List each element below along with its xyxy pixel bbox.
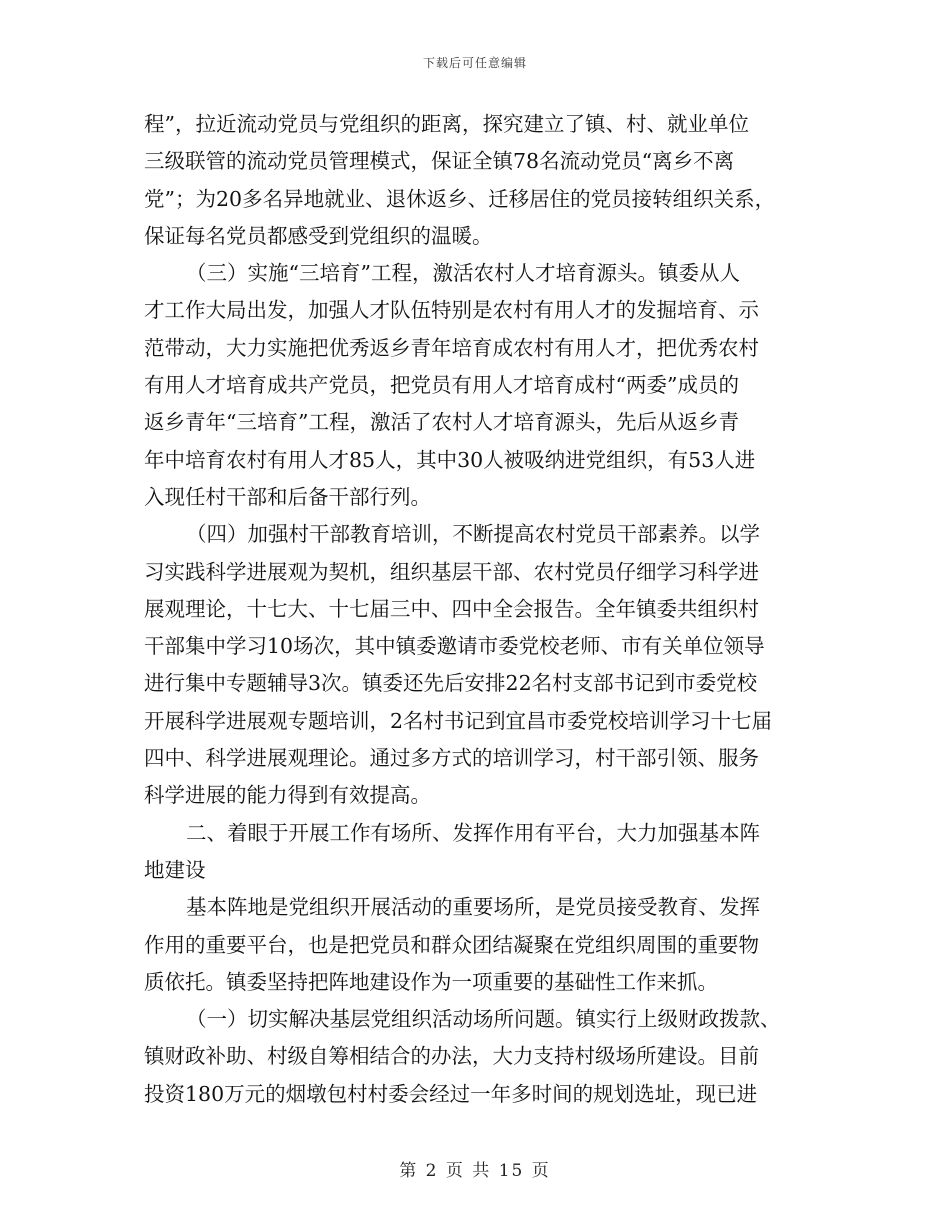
text-line: 才工作大局出发，加强人才队伍特别是农村有用人才的发掘培育、示 — [144, 298, 759, 323]
paragraph-start-line: （一）切实解决基层党组织活动场所问题。镇实行上级财政拨款、 — [186, 1007, 781, 1032]
text-line: 入现任村干部和后备干部行列。 — [144, 484, 431, 509]
text-line: 范带动，大力实施把优秀返乡青年培育成农村有用人才，把优秀农村 — [144, 335, 759, 360]
paragraph-start-line: 基本阵地是党组织开展活动的重要场所，是党员接受教育、发挥 — [186, 895, 760, 920]
text-line: 返乡青年“三培育”工程，激活了农村人才培育源头，先后从返乡青 — [144, 410, 739, 435]
text-line: 习实践科学进展观为契机，组织基层干部、农村党员仔细学习科学进 — [144, 559, 759, 584]
text-line: 作用的重要平台，也是把党员和群众团结凝聚在党组织周围的重要物 — [144, 932, 759, 957]
text-line: 干部集中学习10场次，其中镇委邀请市委党校老师、市有关单位领导 — [144, 634, 765, 659]
page-header: 下载后可任意编辑 — [422, 56, 527, 70]
paragraph-start-line: （三）实施“三培育”工程，激活农村人才培育源头。镇委从人 — [186, 261, 740, 286]
text-line: 年中培育农村有用人才85人，其中30人被吸纳进党组织，有53人进 — [144, 447, 756, 472]
text-line: 有用人才培育成共产党员，把党员有用人才培育成村“两委”成员的 — [144, 373, 739, 398]
document-body — [144, 106, 820, 1113]
text-line: 质依托。镇委坚持把阵地建设作为一项重要的基础性工作来抓。 — [144, 969, 718, 994]
page-number: 第 2 页 共 15 页 — [399, 1161, 551, 1181]
section-heading-line: 地建设 — [144, 857, 206, 882]
paragraph-start-line: （四）加强村干部教育培训，不断提高农村党员干部素养。以学 — [186, 522, 760, 547]
text-line: 党”；为20多名异地就业、退休返乡、迁移居住的党员接转组织关系， — [144, 186, 776, 211]
text-line: 投资180万元的烟墩包村村委会经过一年多时间的规划选址，现已进 — [144, 1081, 758, 1106]
text-line: 保证每名党员都感受到党组织的温暖。 — [144, 223, 493, 248]
text-line: 镇财政补助、村级自筹相结合的办法，大力支持村级场所建设。目前 — [144, 1044, 759, 1069]
text-line: 三级联管的流动党员管理模式，保证全镇78名流动党员“离乡不离 — [144, 149, 735, 174]
text-line: 进行集中专题辅导3次。镇委还先后安排22名村支部书记到市委党校 — [144, 671, 758, 696]
section-heading-line: 二、着眼于开展工作有场所、发挥作用有平台，大力加强基本阵 — [186, 820, 760, 845]
text-line: 四中、科学进展观理论。通过多方式的培训学习，村干部引领、服务 — [144, 746, 759, 771]
text-line: 科学进展的能力得到有效提高。 — [144, 783, 431, 808]
text-line: 开展科学进展观专题培训，2名村书记到宜昌市委党校培训学习十七届 — [144, 708, 773, 733]
text-line: 展观理论，十七大、十七届三中、四中全会报告。全年镇委共组织村 — [144, 596, 759, 621]
text-line: 程”，拉近流动党员与党组织的距离，探究建立了镇、村、就业单位 — [144, 112, 749, 136]
